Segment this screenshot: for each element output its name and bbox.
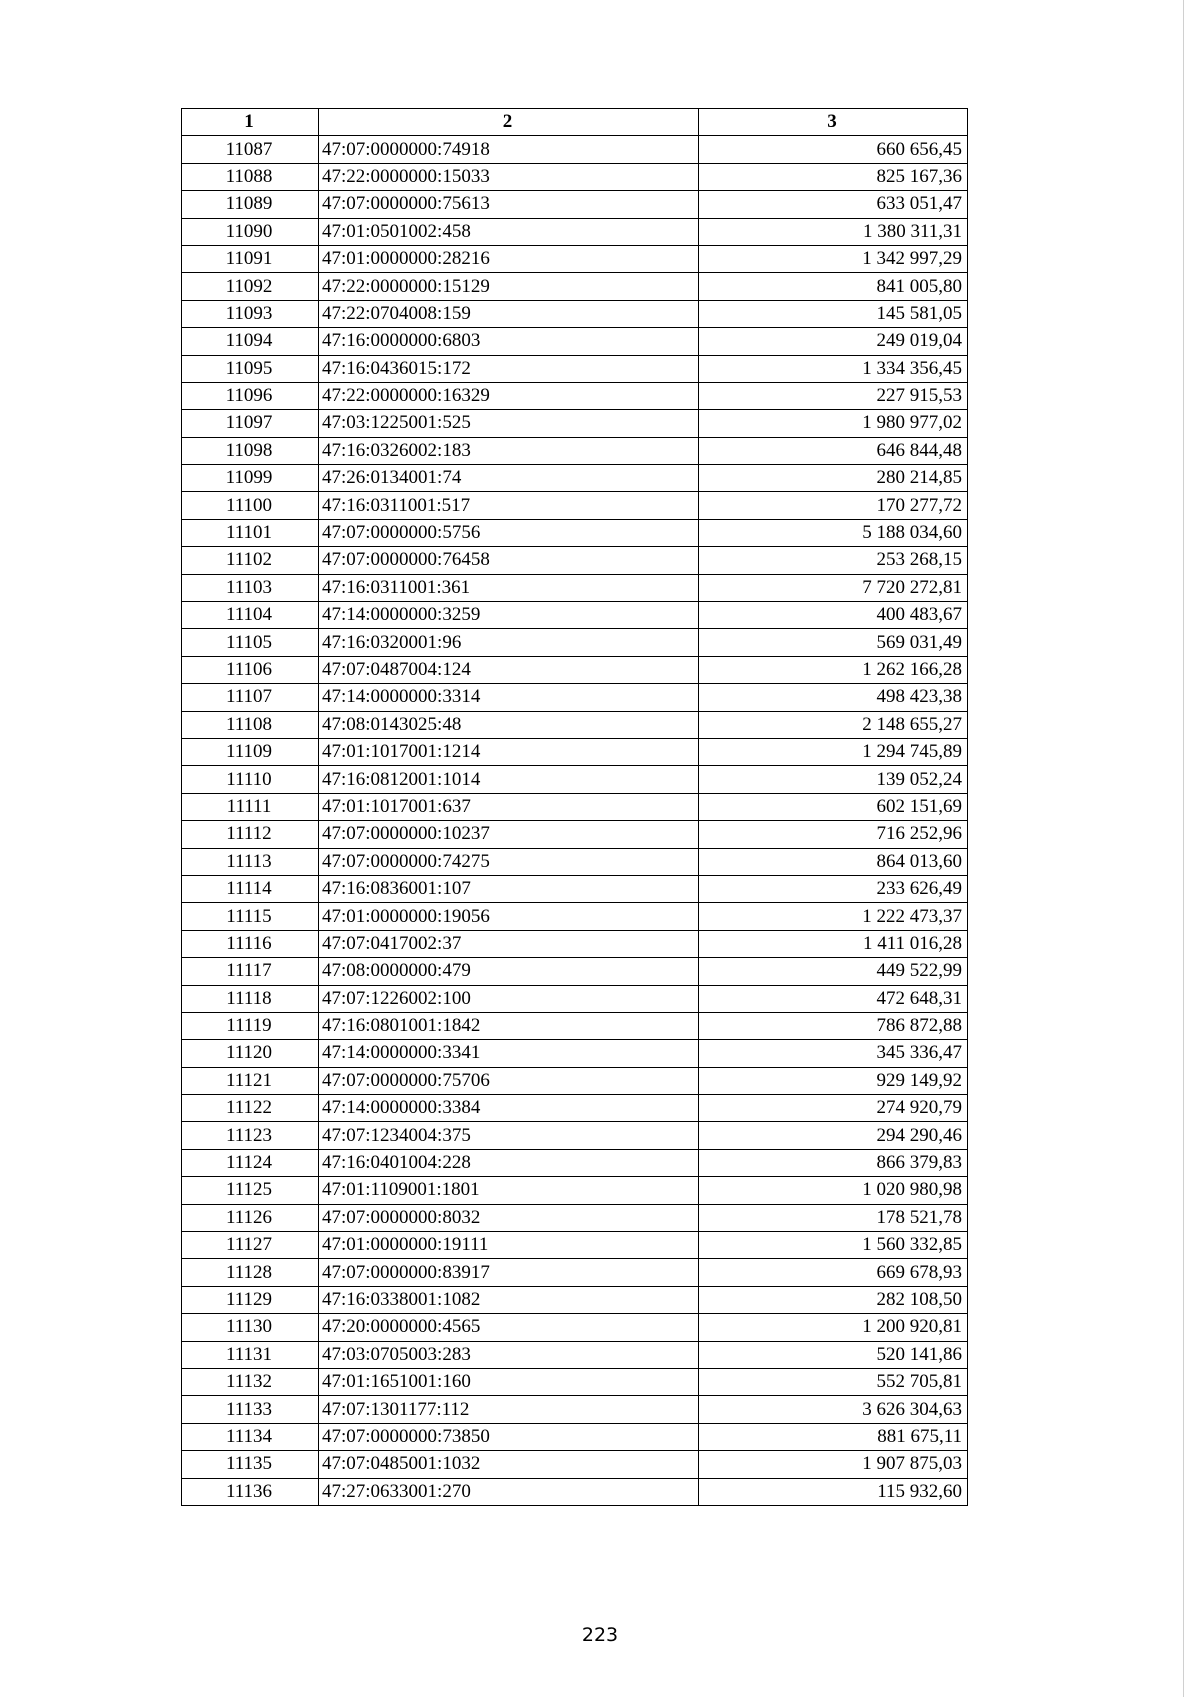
value-cell: 115 932,60 — [699, 1478, 968, 1505]
table-row — [182, 1095, 968, 1122]
table-row — [182, 1067, 968, 1094]
cadastral-number-cell: 47:01:1017001:637 — [319, 793, 699, 820]
row-number-cell: 11099 — [182, 465, 319, 492]
value-cell: 1 020 980,98 — [699, 1177, 968, 1204]
cadastral-number-cell: 47:07:0000000:5756 — [319, 519, 699, 546]
cadastral-number-cell: 47:07:0000000:8032 — [319, 1204, 699, 1231]
cadastral-number-cell: 47:07:0000000:76458 — [319, 547, 699, 574]
table-row — [182, 355, 968, 382]
row-number-cell: 11103 — [182, 574, 319, 601]
row-number-cell: 11094 — [182, 328, 319, 355]
value-cell: 7 720 272,81 — [699, 574, 968, 601]
value-cell: 716 252,96 — [699, 821, 968, 848]
value-cell: 145 581,05 — [699, 300, 968, 327]
table-row — [182, 1286, 968, 1313]
cadastral-number-cell: 47:08:0000000:479 — [319, 958, 699, 985]
value-cell: 400 483,67 — [699, 602, 968, 629]
value-cell: 1 294 745,89 — [699, 738, 968, 765]
row-number-cell: 11128 — [182, 1259, 319, 1286]
value-cell: 1 334 356,45 — [699, 355, 968, 382]
value-cell: 864 013,60 — [699, 848, 968, 875]
row-number-cell: 11125 — [182, 1177, 319, 1204]
table-row — [182, 1232, 968, 1259]
table-row — [182, 1478, 968, 1505]
table-row — [182, 848, 968, 875]
cadastral-number-cell: 47:07:1226002:100 — [319, 985, 699, 1012]
table-row — [182, 1423, 968, 1450]
cadastral-number-cell: 47:16:0311001:361 — [319, 574, 699, 601]
table-header — [182, 109, 968, 136]
value-cell: 1 907 875,03 — [699, 1451, 968, 1478]
cadastral-number-cell: 47:03:1225001:525 — [319, 410, 699, 437]
table-row — [182, 821, 968, 848]
cadastral-number-cell: 47:07:1234004:375 — [319, 1122, 699, 1149]
cadastral-number-cell: 47:07:0417002:37 — [319, 930, 699, 957]
table-row — [182, 382, 968, 409]
cadastral-number-cell: 47:20:0000000:4565 — [319, 1314, 699, 1341]
table-row — [182, 958, 968, 985]
row-number-cell: 11095 — [182, 355, 319, 382]
value-cell: 825 167,36 — [699, 163, 968, 190]
cadastral-number-cell: 47:07:0485001:1032 — [319, 1451, 699, 1478]
table-row — [182, 738, 968, 765]
table-row — [182, 410, 968, 437]
value-cell: 294 290,46 — [699, 1122, 968, 1149]
cadastral-number-cell: 47:01:1651001:160 — [319, 1368, 699, 1395]
row-number-cell: 11121 — [182, 1067, 319, 1094]
value-cell: 472 648,31 — [699, 985, 968, 1012]
row-number-cell: 11131 — [182, 1341, 319, 1368]
cadastral-number-cell: 47:07:0000000:75706 — [319, 1067, 699, 1094]
table-row — [182, 437, 968, 464]
page-edge-line — [1183, 0, 1184, 1697]
cadastral-number-cell: 47:22:0000000:15033 — [319, 163, 699, 190]
table-row — [182, 465, 968, 492]
row-number-cell: 11098 — [182, 437, 319, 464]
row-number-cell: 11132 — [182, 1368, 319, 1395]
table-row — [182, 1368, 968, 1395]
table-row — [182, 903, 968, 930]
table-row — [182, 1012, 968, 1039]
cadastral-number-cell: 47:03:0705003:283 — [319, 1341, 699, 1368]
row-number-cell: 11127 — [182, 1232, 319, 1259]
cadastral-number-cell: 47:07:0000000:75613 — [319, 191, 699, 218]
cadastral-number-cell: 47:08:0143025:48 — [319, 711, 699, 738]
table-row — [182, 1122, 968, 1149]
value-cell: 170 277,72 — [699, 492, 968, 519]
row-number-cell: 11090 — [182, 218, 319, 245]
row-number-cell: 11088 — [182, 163, 319, 190]
cadastral-number-cell: 47:16:0401004:228 — [319, 1149, 699, 1176]
row-number-cell: 11134 — [182, 1423, 319, 1450]
cadastral-number-cell: 47:16:0338001:1082 — [319, 1286, 699, 1313]
value-cell: 2 148 655,27 — [699, 711, 968, 738]
table-row — [182, 1149, 968, 1176]
row-number-cell: 11108 — [182, 711, 319, 738]
value-cell: 569 031,49 — [699, 629, 968, 656]
value-cell: 1 200 920,81 — [699, 1314, 968, 1341]
row-number-cell: 11123 — [182, 1122, 319, 1149]
value-cell: 633 051,47 — [699, 191, 968, 218]
table-row — [182, 793, 968, 820]
table-row — [182, 547, 968, 574]
table-row — [182, 656, 968, 683]
table-row — [182, 191, 968, 218]
table-row — [182, 602, 968, 629]
cadastral-number-cell: 47:07:0487004:124 — [319, 656, 699, 683]
table-row — [182, 273, 968, 300]
row-number-cell: 11102 — [182, 547, 319, 574]
cadastral-number-cell: 47:07:0000000:74918 — [319, 136, 699, 163]
cadastral-number-cell: 47:16:0326002:183 — [319, 437, 699, 464]
cadastral-number-cell: 47:26:0134001:74 — [319, 465, 699, 492]
cadastral-number-cell: 47:07:0000000:83917 — [319, 1259, 699, 1286]
value-cell: 866 379,83 — [699, 1149, 968, 1176]
value-cell: 274 920,79 — [699, 1095, 968, 1122]
row-number-cell: 11111 — [182, 793, 319, 820]
cadastral-number-cell: 47:14:0000000:3259 — [319, 602, 699, 629]
row-number-cell: 11109 — [182, 738, 319, 765]
cadastral-number-cell: 47:16:0836001:107 — [319, 875, 699, 902]
row-number-cell: 11113 — [182, 848, 319, 875]
row-number-cell: 11106 — [182, 656, 319, 683]
cadastral-number-cell: 47:16:0320001:96 — [319, 629, 699, 656]
row-number-cell: 11126 — [182, 1204, 319, 1231]
cadastral-number-cell: 47:14:0000000:3341 — [319, 1040, 699, 1067]
table-row — [182, 163, 968, 190]
row-number-cell: 11115 — [182, 903, 319, 930]
row-number-cell: 11101 — [182, 519, 319, 546]
row-number-cell: 11116 — [182, 930, 319, 957]
row-number-cell: 11107 — [182, 684, 319, 711]
header-row — [182, 109, 968, 136]
cadastral-number-cell: 47:01:1109001:1801 — [319, 1177, 699, 1204]
cadastral-number-cell: 47:01:0000000:19056 — [319, 903, 699, 930]
value-cell: 646 844,48 — [699, 437, 968, 464]
table-row — [182, 1396, 968, 1423]
page-number: 223 — [581, 1624, 619, 1646]
table-row — [182, 766, 968, 793]
table-row — [182, 136, 968, 163]
row-number-cell: 11112 — [182, 821, 319, 848]
row-number-cell: 11097 — [182, 410, 319, 437]
value-cell: 498 423,38 — [699, 684, 968, 711]
cadastral-number-cell: 47:16:0311001:517 — [319, 492, 699, 519]
row-number-cell: 11096 — [182, 382, 319, 409]
column-header-3: 3 — [699, 109, 968, 136]
cadastral-number-cell: 47:07:0000000:74275 — [319, 848, 699, 875]
row-number-cell: 11105 — [182, 629, 319, 656]
row-number-cell: 11119 — [182, 1012, 319, 1039]
value-cell: 881 675,11 — [699, 1423, 968, 1450]
row-number-cell: 11135 — [182, 1451, 319, 1478]
row-number-cell: 11100 — [182, 492, 319, 519]
row-number-cell: 11118 — [182, 985, 319, 1012]
cadastral-number-cell: 47:07:1301177:112 — [319, 1396, 699, 1423]
table-row — [182, 1040, 968, 1067]
value-cell: 520 141,86 — [699, 1341, 968, 1368]
column-header-1: 1 — [182, 109, 319, 136]
row-number-cell: 11124 — [182, 1149, 319, 1176]
table-row — [182, 875, 968, 902]
value-cell: 1 262 166,28 — [699, 656, 968, 683]
column-header-2: 2 — [319, 109, 699, 136]
value-cell: 929 149,92 — [699, 1067, 968, 1094]
cadastral-number-cell: 47:14:0000000:3314 — [319, 684, 699, 711]
table-row — [182, 1177, 968, 1204]
value-cell: 253 268,15 — [699, 547, 968, 574]
row-number-cell: 11122 — [182, 1095, 319, 1122]
value-cell: 345 336,47 — [699, 1040, 968, 1067]
table-row — [182, 574, 968, 601]
cadastral-number-cell: 47:01:0501002:458 — [319, 218, 699, 245]
table-row — [182, 1204, 968, 1231]
table-row — [182, 629, 968, 656]
cadastral-number-cell: 47:16:0000000:6803 — [319, 328, 699, 355]
row-number-cell: 11089 — [182, 191, 319, 218]
cadastral-number-cell: 47:01:0000000:28216 — [319, 245, 699, 272]
value-cell: 1 342 997,29 — [699, 245, 968, 272]
table-row — [182, 218, 968, 245]
table-row — [182, 492, 968, 519]
value-cell: 249 019,04 — [699, 328, 968, 355]
row-number-cell: 11130 — [182, 1314, 319, 1341]
value-cell: 227 915,53 — [699, 382, 968, 409]
value-cell: 841 005,80 — [699, 273, 968, 300]
table-row — [182, 1259, 968, 1286]
table-row — [182, 245, 968, 272]
value-cell: 1 560 332,85 — [699, 1232, 968, 1259]
value-cell: 139 052,24 — [699, 766, 968, 793]
table-body — [182, 136, 968, 1506]
row-number-cell: 11129 — [182, 1286, 319, 1313]
value-cell: 1 411 016,28 — [699, 930, 968, 957]
table-row — [182, 1451, 968, 1478]
cadastral-number-cell: 47:07:0000000:10237 — [319, 821, 699, 848]
row-number-cell: 11114 — [182, 875, 319, 902]
value-cell: 1 380 311,31 — [699, 218, 968, 245]
row-number-cell: 11087 — [182, 136, 319, 163]
cadastral-number-cell: 47:16:0801001:1842 — [319, 1012, 699, 1039]
row-number-cell: 11093 — [182, 300, 319, 327]
value-cell: 669 678,93 — [699, 1259, 968, 1286]
row-number-cell: 11104 — [182, 602, 319, 629]
value-cell: 786 872,88 — [699, 1012, 968, 1039]
table-row — [182, 930, 968, 957]
value-cell: 3 626 304,63 — [699, 1396, 968, 1423]
table-row — [182, 985, 968, 1012]
row-number-cell: 11110 — [182, 766, 319, 793]
value-cell: 282 108,50 — [699, 1286, 968, 1313]
cadastral-number-cell: 47:27:0633001:270 — [319, 1478, 699, 1505]
cadastral-number-cell: 47:22:0000000:16329 — [319, 382, 699, 409]
value-cell: 660 656,45 — [699, 136, 968, 163]
cadastral-number-cell: 47:07:0000000:73850 — [319, 1423, 699, 1450]
row-number-cell: 11092 — [182, 273, 319, 300]
value-cell: 233 626,49 — [699, 875, 968, 902]
value-cell: 1 222 473,37 — [699, 903, 968, 930]
row-number-cell: 11091 — [182, 245, 319, 272]
cadastral-number-cell: 47:16:0812001:1014 — [319, 766, 699, 793]
table-row — [182, 519, 968, 546]
table-row — [182, 684, 968, 711]
cadastral-number-cell: 47:01:1017001:1214 — [319, 738, 699, 765]
row-number-cell: 11133 — [182, 1396, 319, 1423]
table-row — [182, 328, 968, 355]
table-row — [182, 711, 968, 738]
cadastral-number-cell: 47:22:0000000:15129 — [319, 273, 699, 300]
value-cell: 449 522,99 — [699, 958, 968, 985]
row-number-cell: 11120 — [182, 1040, 319, 1067]
row-number-cell: 11136 — [182, 1478, 319, 1505]
value-cell: 602 151,69 — [699, 793, 968, 820]
value-cell: 178 521,78 — [699, 1204, 968, 1231]
value-cell: 552 705,81 — [699, 1368, 968, 1395]
cadastral-number-cell: 47:16:0436015:172 — [319, 355, 699, 382]
value-cell: 280 214,85 — [699, 465, 968, 492]
cadastral-number-cell: 47:14:0000000:3384 — [319, 1095, 699, 1122]
table-row — [182, 1314, 968, 1341]
table-row — [182, 1341, 968, 1368]
data-table — [181, 108, 968, 1506]
cadastral-number-cell: 47:01:0000000:19111 — [319, 1232, 699, 1259]
cadastral-number-cell: 47:22:0704008:159 — [319, 300, 699, 327]
row-number-cell: 11117 — [182, 958, 319, 985]
value-cell: 1 980 977,02 — [699, 410, 968, 437]
table-row — [182, 300, 968, 327]
value-cell: 5 188 034,60 — [699, 519, 968, 546]
